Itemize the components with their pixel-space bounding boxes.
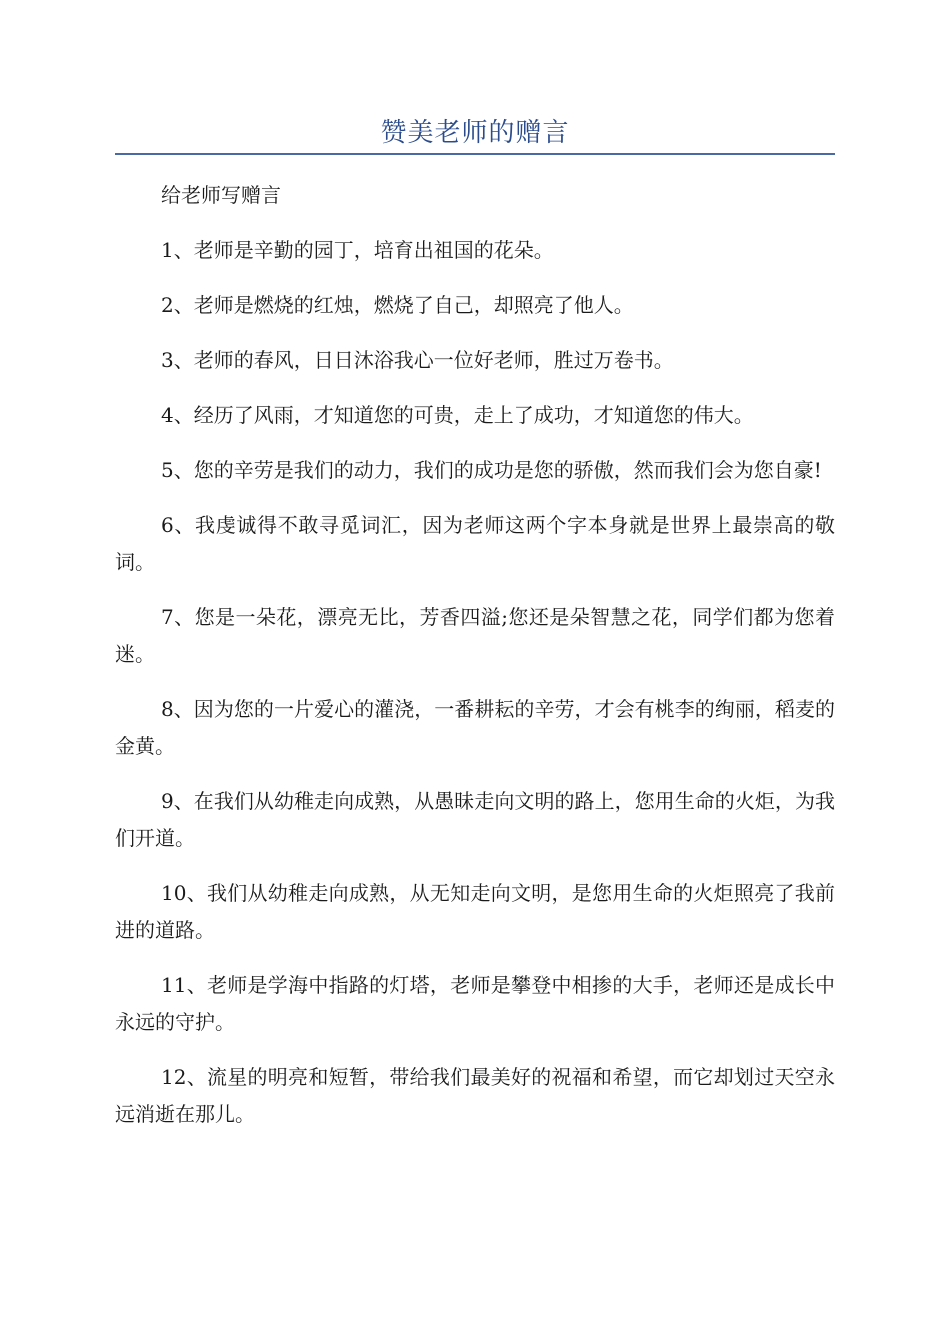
paragraph-12: 12、流星的明亮和短暂，带给我们最美好的祝福和希望，而它却划过天空永远消逝在那儿。 — [115, 1065, 835, 1126]
paragraph-9: 9、在我们从幼稚走向成熟，从愚昧走向文明的路上，您用生命的火炬，为我们开道。 — [115, 789, 835, 850]
paragraph-7: 7、您是一朵花，漂亮无比，芳香四溢;您还是朵智慧之花，同学们都为您着迷。 — [115, 605, 835, 666]
title-underline — [115, 153, 835, 155]
paragraph-3: 3、老师的春风，日日沐浴我心一位好老师，胜过万卷书。 — [161, 348, 674, 372]
document-page — [115, 0, 835, 1133]
paragraph-1: 1、老师是辛勤的园丁，培育出祖国的花朵。 — [161, 238, 554, 262]
paragraph-11: 11、老师是学海中指路的灯塔，老师是攀登中相掺的大手，老师还是成长中永远的守护。 — [115, 973, 835, 1034]
document-title: 赞美老师的赠言 — [380, 118, 570, 148]
paragraph-2: 2、老师是燃烧的红烛，燃烧了自己，却照亮了他人。 — [161, 293, 634, 317]
paragraph-6: 6、我虔诚得不敢寻觅词汇，因为老师这两个字本身就是世界上最崇高的敬词。 — [115, 513, 835, 574]
paragraph-intro: 给老师写赠言 — [161, 183, 281, 207]
paragraph-4: 4、经历了风雨，才知道您的可贵，走上了成功，才知道您的伟大。 — [161, 403, 754, 427]
paragraph-10: 10、我们从幼稚走向成熟，从无知走向文明，是您用生命的火炬照亮了我前进的道路。 — [115, 881, 835, 942]
paragraph-8: 8、因为您的一片爱心的灌浇，一番耕耘的辛劳，才会有桃李的绚丽，稻麦的金黄。 — [115, 697, 835, 758]
paragraph-5: 5、您的辛劳是我们的动力，我们的成功是您的骄傲，然而我们会为您自豪! — [161, 458, 822, 482]
